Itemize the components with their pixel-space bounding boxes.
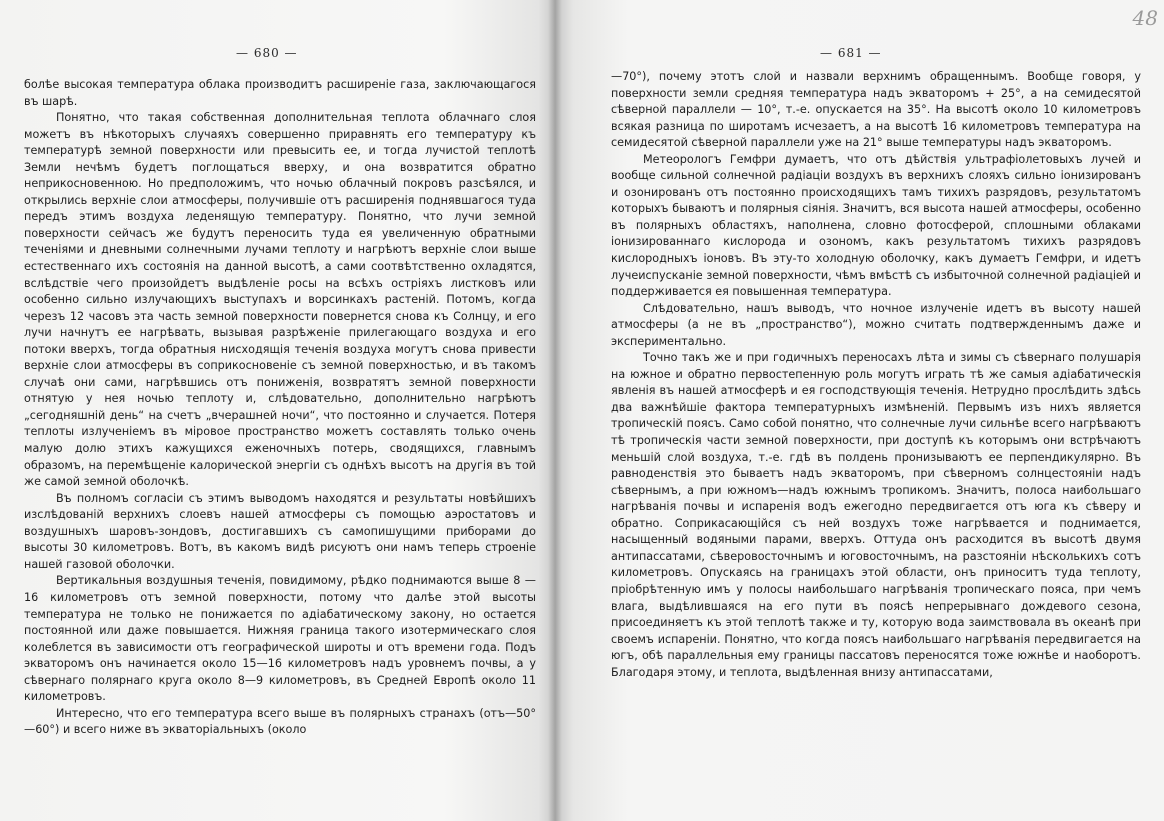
book-gutter [548, 0, 562, 821]
paragraph: Въ полномъ согласіи съ этимъ выводомъ находятся и результаты новѣйшихъ изслѣдованій верхнихъ слоевъ нашей атмосферы съ помощью аэростатовъ и воздушныхъ шаровъ-зондовъ, достигавшихъ съ самопишущими приборами до высоты 30 километровъ. Вотъ, въ какомъ видѣ рисуютъ они намъ теперь строеніе нашей газовой оболочки. [24, 491, 536, 571]
paragraph: Вертикальныя воздушныя теченія, повидимому, рѣдко поднимаются выше 8 — 16 километровъ отъ земной поверхности, потому что далѣе этой высоты температура не только не понижается по адіабатическому закону, но остается постоянной или даже повышается. Нижняя граница такого изотермическаго слоя колеблется въ зависимости отъ географической широты и отъ времени года. Подъ экваторомъ онъ начинается около 15—16 километровъ надъ уровнемъ почвы, а у сѣвернаго полярнаго круга около 8—9 километровъ, въ Средней Европѣ около 11 километровъ. [24, 574, 536, 704]
paragraph: Точно такъ же и при годичныхъ переносахъ лѣта и зимы съ сѣвернаго полушарія на южное и обратно первостепенную роль могутъ играть тѣ же самыя адіабатическія явленія въ нашей атмосферѣ и ея господствующія теченія. Нетрудно прослѣдить здѣсь два важнѣйшіе фактора температурныхъ измѣненій. Первымъ изъ нихъ является тропическій поясъ. Само собой понятно, что солнечные лучи сильнѣе всего нагрѣваютъ тѣ тропическія части земной поверхности, при доступѣ къ которымъ они встрѣчаютъ меньшій слой воздуха, т.-е. гдѣ въ полдень пронизываютъ ее перпендикулярно. Въ равноденствія это бываетъ надъ экваторомъ, при сѣверномъ солнцестояніи надъ сѣвернымъ, а при южномъ—надъ южнымъ тропикомъ. Значитъ, полоса наибольшаго нагрѣванія почвы и испаренія водъ ежегодно передвигается отъ юга къ сѣверу и обратно. Соприкасающійся съ ней воздухъ тоже нагрѣвается и поднимается, насыщенный водяными парами, вверхъ. Оттуда онъ расходится въ высотѣ двумя антипассатами, сѣверовосточнымъ и юговосточнымъ, на разстояніи нѣсколькихъ сотъ километровъ. Опускаясь на границахъ этой области, онъ приноситъ туда теплоту, пріобрѣтенную имъ у полосы наибольшаго нагрѣванія тропическаго пояса, при чемъ влага, выдѣлившаяся на его пути въ поясѣ непрерывнаго дождевого сезона, присоединяетъ къ этой теплотѣ также и ту, которую вода заимствовала въ океанѣ при своемъ испареніи. Понятно, что когда поясъ наибольшаго нагрѣванія передвигается на югъ, обѣ параллельныя ему границы пассатовъ переносятся тоже южнѣе и наоборотъ. Благодаря этому, и теплота, выдѣленная внизу антипассатами, [611, 351, 1141, 679]
paragraph: Слѣдовательно, нашъ выводъ, что ночное излученіе идетъ въ высоту нашей атмосферы (а не въ „пространство“), можно считать подтвержденнымъ даже и экспериментально. [611, 301, 1141, 348]
page-number: — 680 — [236, 46, 298, 60]
paragraph: —70°), почему этотъ слой и назвали верхнимъ обращеннымъ. Вообще говоря, у поверхности земли средняя температура надъ экваторомъ + 25°, а на семидесятой сѣверной параллели — 10°, т.-е. опускается на 35°. На высотѣ около 10 километровъ всякая разница по широтамъ исчезаетъ, а на высотѣ 16 километровъ температура на семидесятой сѣверной параллели уже на 21° выше температуры надъ экваторомъ. [611, 70, 1141, 150]
paragraph: болѣе высокая температура облака производитъ расширеніе газа, заключающагося въ шарѣ. [24, 78, 536, 108]
left-page [0, 0, 555, 821]
paragraph: Метеорологъ Гемфри думаетъ, что отъ дѣйствія ультрафіолетовыхъ лучей и вообще сильной солнечной радіаціи воздухъ въ верхнихъ слояхъ сильно іонизированъ и озонированъ отъ постоянно происходящихъ тамъ тихихъ разрядовъ, результатомъ которыхъ бываютъ и полярныя сіянія. Значитъ, вся высота нашей атмосферы, особенно въ полярныхъ областяхъ, наполнена, словно фотосферой, сплошными облаками іонизированнаго кислорода и озономъ, какъ результатомъ тихихъ разрядовъ кислородныхъ іоновъ. Въ эту-то холодную оболочку, какъ думаетъ Гемфри, и идетъ лучеиспусканіе земной поверхности, чѣмъ вмѣстѣ съ избыточной солнечной радіаціей и поддерживается ея повышенная температура. [611, 152, 1141, 299]
paragraph: Понятно, что такая собственная дополнительная теплота облачнаго слоя можетъ въ нѣкоторыхъ случаяхъ совершенно приравнять его температуру къ температурѣ земной поверхности или превысить ее, и тогда лучистой теплотѣ Земли нечѣмъ будетъ поглощаться вверху, и она возвратится обратно неприкосновенною. Но предположимъ, что ночью облачный покровъ разсѣялся, и открылись верхніе слои атмосферы, получившіе отъ расширенія поднявшагося туда передъ этимъ воздуха леденящую температуру. Понятно, что лучи земной поверхности сейчасъ же будутъ переносить туда ея увеличенную обратными теченіями и дневными солнечными лучами теплоту и нагрѣютъ верхніе слои выше естественнаго ихъ состоянія на данной высотѣ, а сами соотвѣтственно охладятся, вслѣдствіе чего произойдетъ выдѣленіе росы на всѣхъ остріяхъ листковъ или особенно сильно излучающихъ выступахъ и ворсинкахъ растеній. Потомъ, когда черезъ 12 часовъ эта часть земной поверхности повернется снова къ Солнцу, и его лучи начнутъ ее нагрѣвать, вызывая разрѣженіе прилегающаго воздуха и его потоки вверхъ, тогда обратныя нисходящія теченія воздуха могутъ снова привести верхніе слои атмосферы въ соприкосновеніе съ земной поверхностью, и въ такомъ случаѣ они сами, нагрѣвшись отъ пониженія, возвратятъ земной поверхности отнятую у нея ночью теплоту и, слѣдовательно, дополнительно нагрѣютъ „сегодняшній день“ на счетъ „вчерашней ночи“, что постоянно и случается. Потеря теплоты излученіемъ въ міровое пространство можетъ составлять только очень малую долю этихъ кажущихся еженочныхъ потерь, сводящихся, главнымъ образомъ, на перемѣщеніе калорической энергіи съ однѣхъ высотъ на другія въ той же самой земной оболочкѣ. [24, 111, 536, 489]
paragraph: Интересно, что его температура всего выше въ полярныхъ странахъ (отъ—50°—60°) и всего ниже въ экваторіальныхъ (около [24, 706, 536, 737]
left-text-block [24, 77, 536, 739]
page-number: — 681 — [820, 46, 882, 60]
right-text-block [611, 69, 1141, 681]
handwritten-page-mark: 48 [1132, 6, 1158, 30]
right-page [555, 0, 1164, 821]
